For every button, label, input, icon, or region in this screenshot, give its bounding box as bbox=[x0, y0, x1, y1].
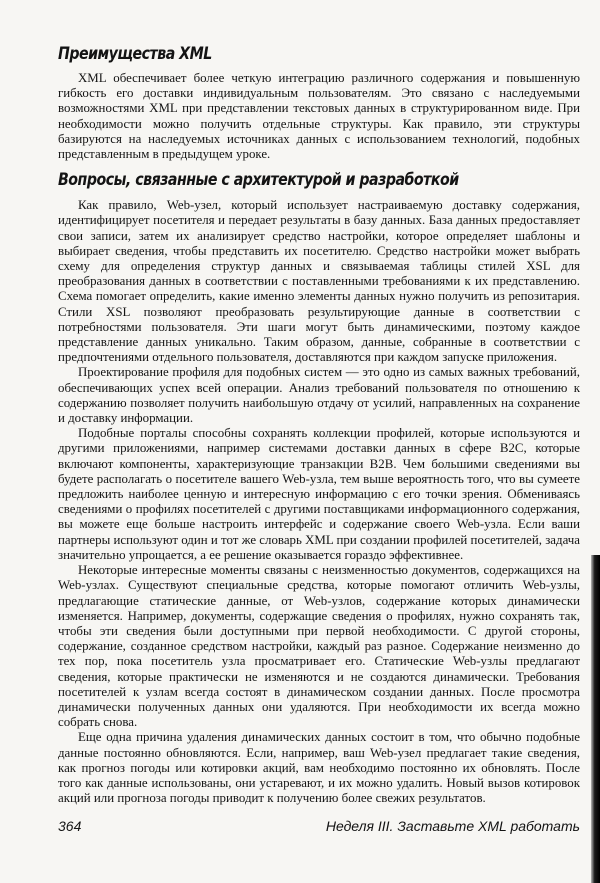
paragraph: XML обеспечивает более четкую интеграцию различного содержания и повышенную гибкость его доставки индивидуальным пользователям. Это связано с наследуемыми возможностями XML при представлении текстовых данных в структурированном виде. При необходимости можно получить отдельные структуры. Как правило, эти структуры базируются на наследуемых источниках данных с использованием технологий, подобных представленным в предыдущем уроке. bbox=[58, 71, 580, 162]
page-content bbox=[58, 44, 580, 806]
page-number: 364 bbox=[58, 818, 82, 834]
paragraph: Еще одна причина удаления динамических данных состоит в том, что обычно подобные данные постоянно обновляются. Если, например, ваш Web-узел предлагает такие сведения, как прогноз погоды или котировки акций, вам необходимо постоянно их обновлять. После того как данные использованы, они устаревают, и их можно удалить. Новый вызов котировок акций или прогноза погоды приводит к получению более свежих результатов. bbox=[58, 730, 580, 806]
running-title: Неделя III. Заставьте XML работать bbox=[325, 818, 580, 834]
paragraph: Подобные порталы способны сохранять коллекции профилей, которые используются и другими приложениями, например системами доставки данных в сфере B2C, которые включают компоненты, характеризующие транзакции B2B. Чем большими сведениями вы будете располагать о посетителе вашего Web-узла, тем выше вероятность того, что вы сумеете предложить наиболее ценную и интересную информацию с его точки зрения. Обмениваясь сведениями о профилях посетителей с другими поставщиками информационного содержания, вы можете еще больше настроить интерфейс и содержание своего Web-узла. Если ваши партнеры используют один и тот же словарь XML при создании профилей посетителей, задача значительно упрощается, а ее решение оказывается гораздо эффективнее. bbox=[58, 426, 580, 562]
paragraph: Проектирование профиля для подобных систем — это одно из самых важных требований, обеспечивающих успех всей операции. Анализ требований пользователя по отношению к содержанию позволяет получить наибольшую отдачу от усилий, направленных на сохранение и доставку информации. bbox=[58, 365, 580, 426]
section-heading-architecture: Вопросы, связанные с архитектурой и разработкой bbox=[58, 170, 459, 190]
section-heading-xml-advantages: Преимущества XML bbox=[58, 44, 212, 63]
paragraph: Некоторые интересные моменты связаны с неизменностью документов, содержащихся на Web-узлах. Существуют специальные средства, которые помогают отличить Web-узлы, предлагающие статические данные, от Web-узлов, содержание которых динамически изменяется. Например, документы, содержащие сведения о профилях, нужно сохранять так, чтобы эти сведения были доступными при первой необходимости. С другой стороны, содержание, созданное средством настройки, каждый раз разное. Содержание неизменно до тех пор, пока посетитель узла просматривает его. Статические Web-узлы предлагают сведения, которые практически не изменяются и не создаются динамически. Требования посетителей к узлам всегда состоят в динамическом создании данных. После просмотра динамически полученных данных они удаляются. При необходимости их всегда можно собрать снова. bbox=[58, 563, 580, 730]
paragraph: Как правило, Web-узел, который использует настраиваемую доставку содержания, идентифицирует посетителя и передает результаты в базу данных. База данных предоставляет свои записи, затем их анализирует средство настройки, которое определяет шаблоны и выбирает сведения, чтобы представить их посетителю. Средство настройки может выбрать схему для определения структур данных и связываемая таблицы стилей XSL для преобразования данных в соответствии с поставленными требованиями к их представлению. Схема помогает определить, какие именно элементы данных нужно получить из репозитария. Стили XSL позволяют преобразовать результирующие данные в соответствии с потребностями пользователя. Эти шаги могут быть динамическими, поэтому каждое представление данных уникально. Таким образом, данные, собранные в соответствии с предпочтениями отдельного пользователя, доставляются при каждом запуске приложения. bbox=[58, 198, 580, 365]
page-edge-shadow bbox=[591, 555, 600, 883]
